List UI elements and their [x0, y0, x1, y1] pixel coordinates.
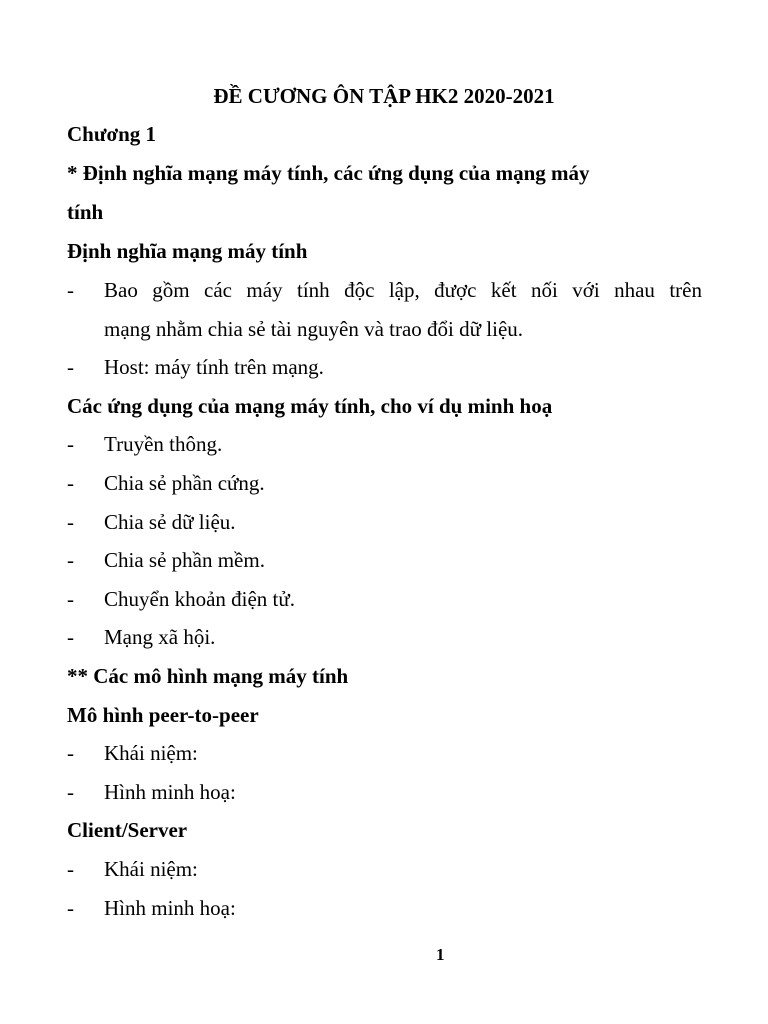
- applications-heading: Các ứng dụng của mạng máy tính, cho ví dụ minh hoạ: [67, 394, 553, 418]
- application-item: Chia sẻ phần mềm.: [104, 548, 265, 572]
- application-item: Chia sẻ dữ liệu.: [104, 510, 236, 534]
- section-heading-line-2: tính: [67, 200, 104, 224]
- bullet-dash: -: [67, 432, 74, 456]
- client-server-heading: Client/Server: [67, 818, 188, 842]
- p2p-heading: Mô hình peer-to-peer: [67, 703, 259, 727]
- bullet-dash: -: [67, 741, 74, 765]
- bullet-dash: -: [67, 548, 74, 572]
- bullet-dash: -: [67, 471, 74, 495]
- application-item: Chuyển khoản điện tử.: [104, 587, 296, 611]
- bullet-dash: -: [67, 355, 74, 379]
- bullet-dash: -: [67, 857, 74, 881]
- application-item: Truyền thông.: [104, 432, 223, 456]
- client-server-item-illustration: Hình minh hoạ:: [104, 896, 236, 920]
- p2p-item-illustration: Hình minh hoạ:: [104, 780, 236, 804]
- client-server-item-concept: Khái niệm:: [104, 857, 198, 881]
- chapter-heading: Chương 1: [67, 122, 157, 146]
- application-item: Chia sẻ phần cứng.: [104, 471, 265, 495]
- models-heading: ** Các mô hình mạng máy tính: [67, 664, 349, 688]
- definition-item-1-line-1: Bao gồm các máy tính độc lập, được kết nối với nhau trên: [104, 278, 702, 302]
- definition-heading: Định nghĩa mạng máy tính: [67, 239, 308, 263]
- bullet-dash: -: [67, 587, 74, 611]
- application-item: Mạng xã hội.: [104, 625, 216, 649]
- page-number: 1: [436, 945, 445, 964]
- document-title: ĐỀ CƯƠNG ÔN TẬP HK2 2020-2021: [213, 84, 555, 108]
- bullet-dash: -: [67, 896, 74, 920]
- bullet-dash: -: [67, 510, 74, 534]
- bullet-dash: -: [67, 625, 74, 649]
- bullet-dash: -: [67, 780, 74, 804]
- p2p-item-concept: Khái niệm:: [104, 741, 198, 765]
- section-heading-line-1: * Định nghĩa mạng máy tính, các ứng dụng của mạng máy: [67, 161, 590, 185]
- definition-item-2: Host: máy tính trên mạng.: [104, 355, 324, 379]
- definition-item-1-line-2: mạng nhằm chia sẻ tài nguyên và trao đổi dữ liệu.: [104, 317, 524, 341]
- bullet-dash: -: [67, 278, 74, 302]
